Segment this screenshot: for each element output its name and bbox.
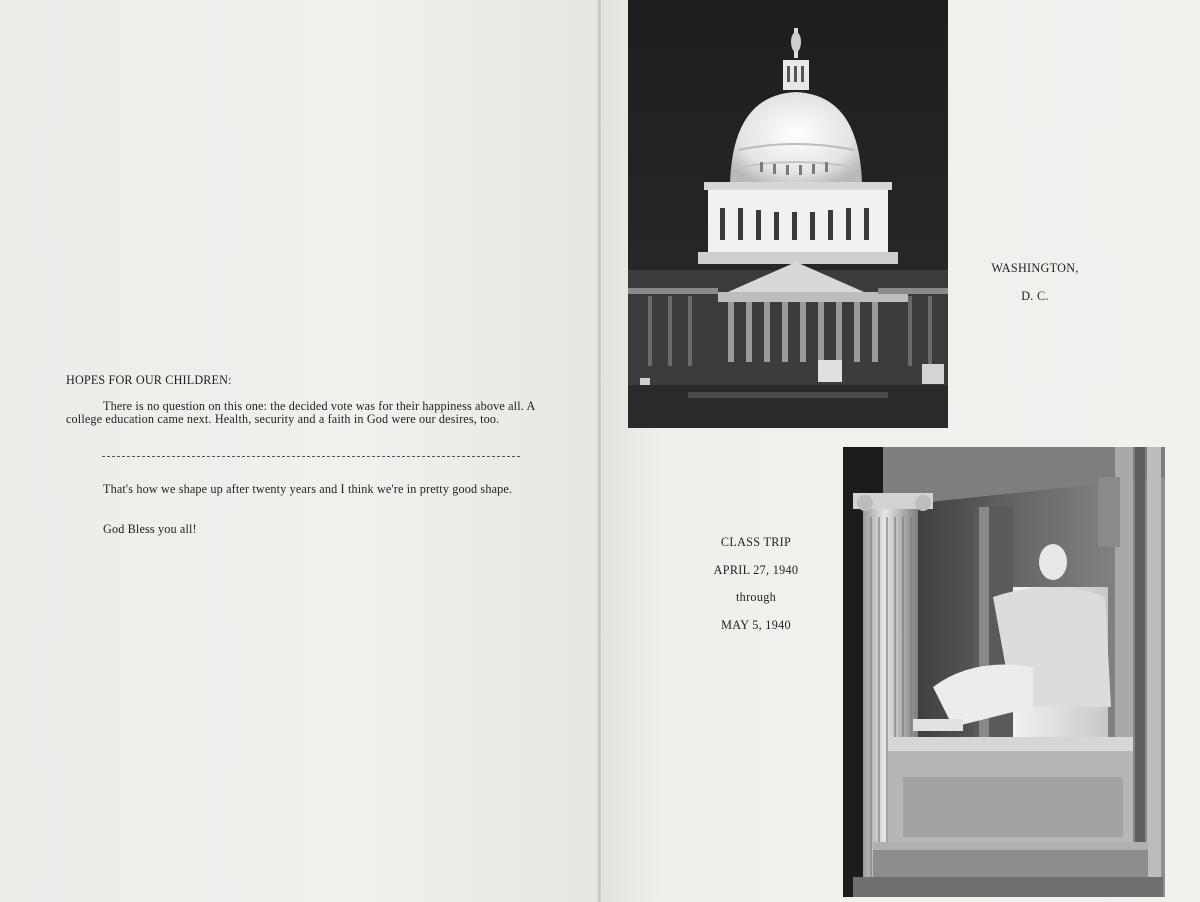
caption-class-trip: CLASS TRIP [720,535,792,549]
caption-through: through [735,590,776,604]
lincoln-memorial-photo [843,447,1165,897]
caption-end-date: MAY 5, 1940 [721,618,791,632]
left-page [0,0,598,902]
caption-dc: D. C. [1021,289,1049,303]
caption-start-date: APRIL 27, 1940 [713,563,799,577]
capitol-photo [628,0,948,428]
dashed-divider [102,456,520,457]
paragraph-hopes: There is no question on this one: the decided vote was for their happiness above all. A college education came next. Health, security and a faith in God were our desires, too. [66,399,535,426]
paragraph-blessing: God Bless you all! [103,522,197,536]
section-heading: HOPES FOR OUR CHILDREN: [66,373,232,387]
paragraph-shape: That's how we shape up after twenty years and I think we're in pretty good shape. [103,482,513,496]
caption-washington: WASHINGTON, [991,261,1079,275]
